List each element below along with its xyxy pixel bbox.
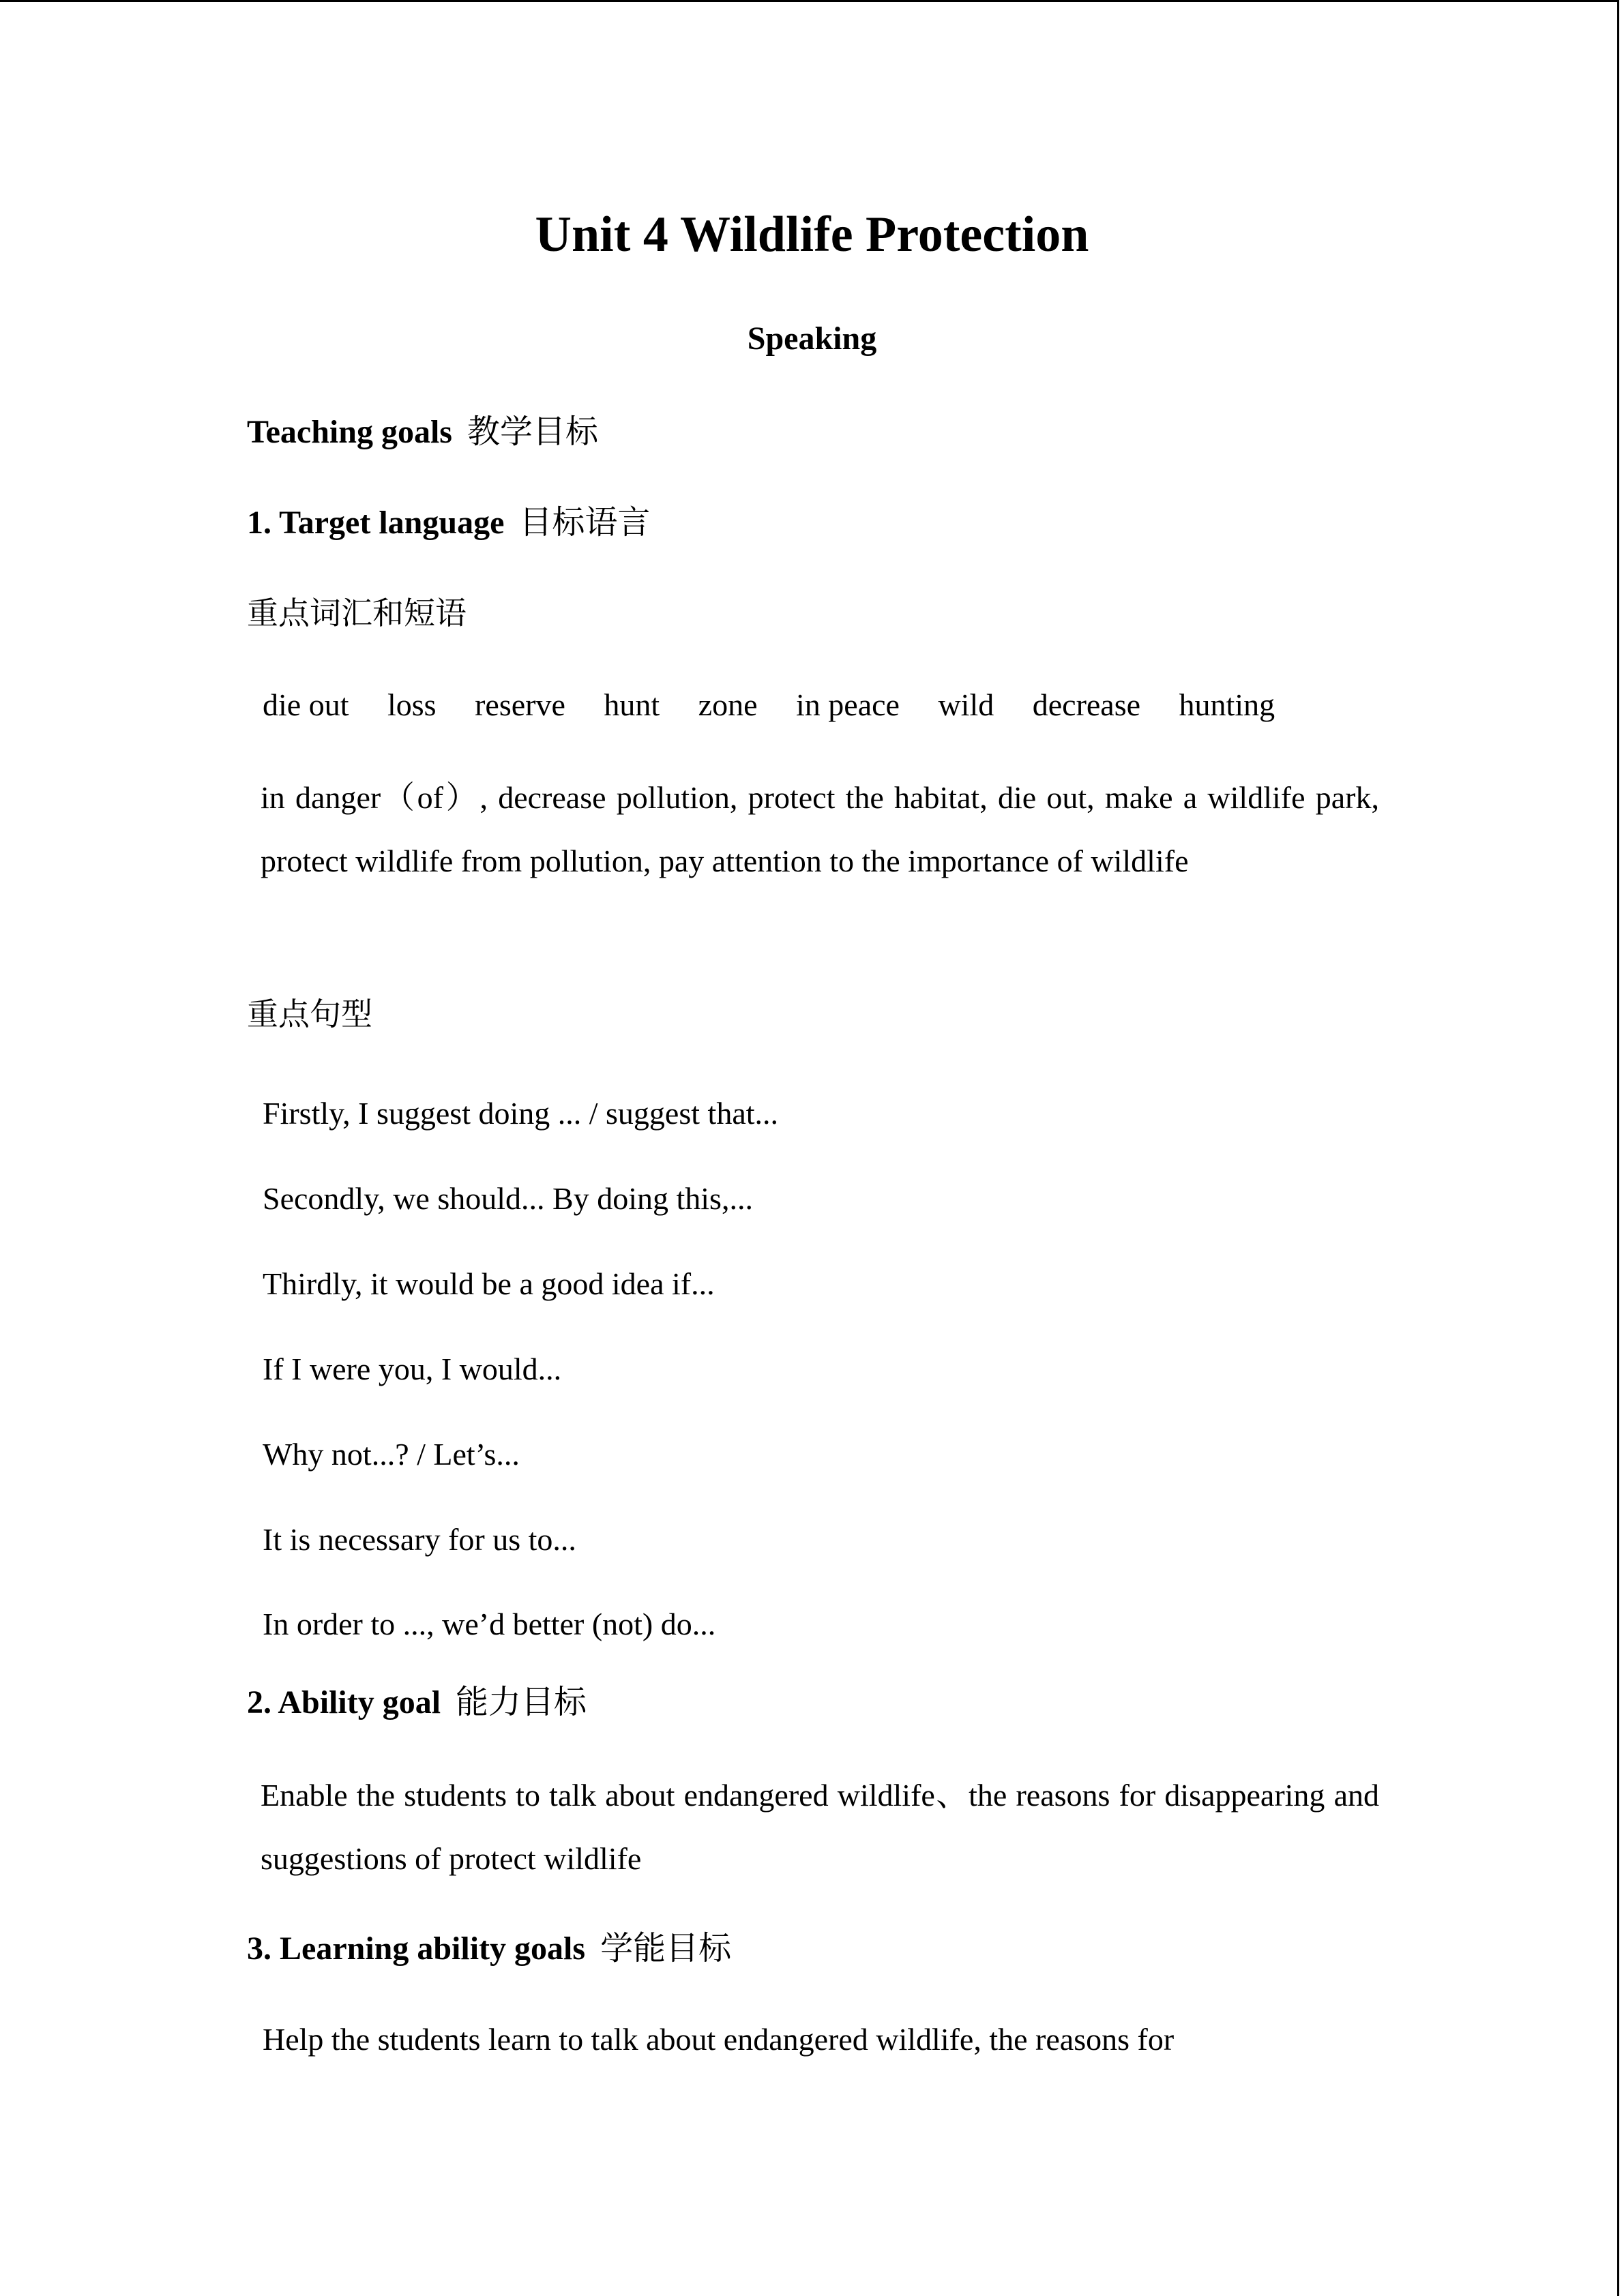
ability-goal-heading	[247, 1683, 587, 1723]
sentence-item: In order to ..., we’d better (not) do...	[263, 1607, 716, 1641]
learning-goals-label-zh: 学能目标	[600, 1929, 732, 1967]
vocab-item: zone	[698, 687, 758, 722]
vocab-list	[263, 686, 1305, 724]
sentence-item: Why not...? / Let’s...	[263, 1437, 520, 1472]
sentence-item: It is necessary for us to...	[263, 1522, 576, 1557]
vocab-item: reserve	[475, 687, 565, 722]
learning-paragraph: Help the students learn to talk about endangered wildlife, the reasons for	[263, 2022, 1175, 2057]
learning-goals-label: 3. Learning ability goals	[247, 1930, 586, 1967]
vocab-item: decrease	[1032, 687, 1141, 722]
document-title: Unit 4 Wildlife Protection	[535, 207, 1089, 263]
teaching-goals-label-zh: 教学目标	[467, 413, 598, 451]
target-language-label: 1. Target language	[247, 505, 505, 541]
learning-goals-heading	[247, 1929, 731, 1969]
document-subtitle: Speaking	[747, 320, 877, 357]
sentence-item: Secondly, we should... By doing this,...	[263, 1181, 753, 1216]
vocab-item: hunting	[1179, 687, 1275, 722]
phrases-paragraph: in danger（of）, decrease pollution, protect the habitat, die out, make a wildlife park, protect wildlife from pollution, pay attention to the importance of wildlife	[261, 780, 1379, 878]
ability-goal-label: 2. Ability goal	[247, 1684, 441, 1720]
vocab-item: in peace	[796, 687, 900, 722]
key-vocab-heading: 重点词汇和短语	[247, 595, 467, 631]
target-language-heading	[247, 503, 650, 543]
vocab-item: wild	[938, 687, 994, 722]
target-language-label-zh: 目标语言	[519, 503, 651, 541]
teaching-goals-label: Teaching goals	[247, 414, 452, 450]
teaching-goals-heading	[247, 413, 598, 452]
ability-goal-label-zh: 能力目标	[456, 1683, 587, 1721]
sentence-item: Firstly, I suggest doing ... / suggest that...	[263, 1096, 779, 1131]
sentence-item: If I were you, I would...	[263, 1352, 562, 1386]
vocab-item: hunt	[604, 687, 660, 722]
key-sentences-heading: 重点句型	[247, 996, 372, 1032]
ability-paragraph: Enable the students to talk about endangered wildlife、the reasons for disappearing and suggestions of protect wildlife	[261, 1778, 1379, 1876]
vocab-item: loss	[387, 687, 437, 722]
sentence-item: Thirdly, it would be a good idea if...	[263, 1266, 715, 1301]
vocab-item: die out	[263, 687, 349, 722]
